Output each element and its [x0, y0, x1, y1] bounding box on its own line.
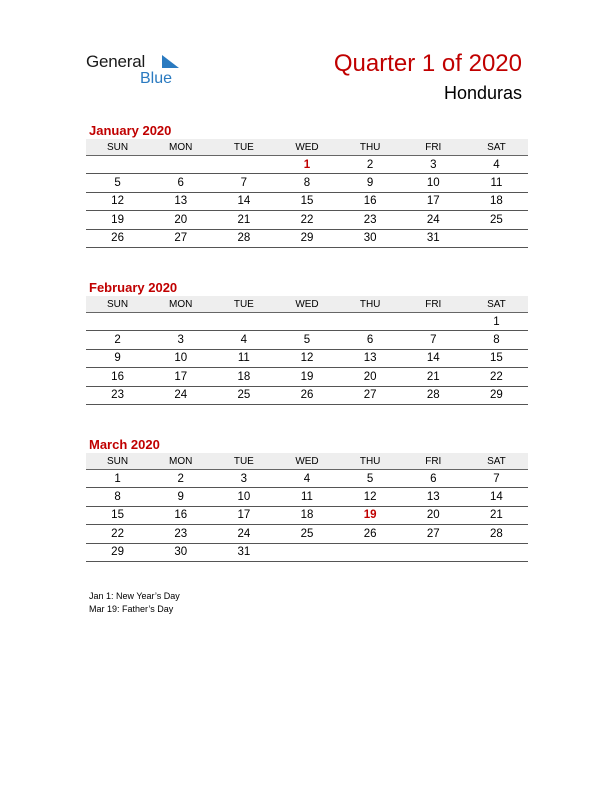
day-cell: 19: [275, 368, 338, 386]
country-name: Honduras: [443, 83, 522, 103]
day-cell: 13: [339, 349, 402, 367]
weekday-header-row: [86, 139, 528, 156]
day-cell: 8: [275, 174, 338, 192]
day-cell: 23: [86, 386, 149, 404]
weekday-header: SUN: [86, 453, 149, 470]
day-cell: 25: [212, 386, 275, 404]
day-cell: 19: [86, 211, 149, 229]
calendar-grid: [86, 453, 528, 562]
empty-day-cell: [212, 156, 275, 174]
day-cell: 27: [339, 386, 402, 404]
weekday-header: TUE: [212, 296, 275, 313]
weekday-header: SAT: [465, 453, 528, 470]
weekday-header: SUN: [86, 296, 149, 313]
holiday-notes: [89, 590, 180, 615]
day-cell: 18: [275, 506, 338, 524]
month-title: February 2020: [89, 280, 178, 295]
week-row: [86, 488, 528, 506]
day-cell: 24: [402, 211, 465, 229]
day-cell: 14: [402, 349, 465, 367]
day-cell: 5: [275, 331, 338, 349]
holiday-day-cell: 1: [275, 156, 338, 174]
weekday-header: THU: [339, 139, 402, 156]
week-row: [86, 349, 528, 367]
day-cell: 2: [149, 470, 212, 488]
weekday-header: TUE: [212, 139, 275, 156]
day-cell: 3: [212, 470, 275, 488]
day-cell: 6: [339, 331, 402, 349]
day-cell: 22: [86, 525, 149, 543]
day-cell: 10: [402, 174, 465, 192]
day-cell: 1: [465, 313, 528, 331]
day-cell: 18: [212, 368, 275, 386]
day-cell: 25: [465, 211, 528, 229]
day-cell: 9: [149, 488, 212, 506]
week-row: [86, 368, 528, 386]
day-cell: 2: [339, 156, 402, 174]
day-cell: 9: [339, 174, 402, 192]
day-cell: 16: [339, 192, 402, 210]
holiday-note: Jan 1: New Year’s Day: [89, 591, 180, 601]
weekday-header: MON: [149, 139, 212, 156]
weekday-header: WED: [275, 296, 338, 313]
day-cell: 23: [339, 211, 402, 229]
empty-day-cell: [86, 156, 149, 174]
day-cell: 8: [465, 331, 528, 349]
general-blue-logo: [86, 52, 196, 92]
day-cell: 15: [465, 349, 528, 367]
weekday-header: THU: [339, 453, 402, 470]
day-cell: 4: [465, 156, 528, 174]
day-cell: 16: [149, 506, 212, 524]
day-cell: 4: [212, 331, 275, 349]
empty-day-cell: [275, 543, 338, 561]
month-title: March 2020: [89, 437, 160, 452]
day-cell: 9: [86, 349, 149, 367]
day-cell: 13: [402, 488, 465, 506]
week-row: [86, 211, 528, 229]
weekday-header: FRI: [402, 139, 465, 156]
week-row: [86, 156, 528, 174]
weekday-header-row: [86, 453, 528, 470]
day-cell: 20: [402, 506, 465, 524]
day-cell: 2: [86, 331, 149, 349]
day-cell: 6: [402, 470, 465, 488]
day-cell: 21: [402, 368, 465, 386]
weekday-header: THU: [339, 296, 402, 313]
weekday-header: WED: [275, 453, 338, 470]
week-row: [86, 331, 528, 349]
month-february: [86, 279, 528, 405]
week-row: [86, 386, 528, 404]
month-march: [86, 436, 528, 562]
day-cell: 17: [212, 506, 275, 524]
day-cell: 28: [402, 386, 465, 404]
day-cell: 22: [275, 211, 338, 229]
day-cell: 7: [402, 331, 465, 349]
empty-day-cell: [149, 313, 212, 331]
day-cell: 30: [339, 229, 402, 247]
day-cell: 12: [275, 349, 338, 367]
logo-blue-text: Blue: [140, 70, 173, 87]
weekday-header: FRI: [402, 453, 465, 470]
day-cell: 5: [339, 470, 402, 488]
holiday-day-cell: 19: [339, 506, 402, 524]
day-cell: 24: [212, 525, 275, 543]
day-cell: 24: [149, 386, 212, 404]
flag-icon: [162, 55, 179, 68]
week-row: [86, 525, 528, 543]
empty-day-cell: [275, 313, 338, 331]
day-cell: 26: [275, 386, 338, 404]
day-cell: 12: [339, 488, 402, 506]
week-row: [86, 229, 528, 247]
empty-day-cell: [402, 313, 465, 331]
empty-day-cell: [212, 313, 275, 331]
day-cell: 26: [339, 525, 402, 543]
day-cell: 10: [212, 488, 275, 506]
week-row: [86, 543, 528, 561]
empty-day-cell: [339, 543, 402, 561]
weekday-header: MON: [149, 296, 212, 313]
day-cell: 6: [149, 174, 212, 192]
day-cell: 1: [86, 470, 149, 488]
day-cell: 11: [275, 488, 338, 506]
day-cell: 14: [212, 192, 275, 210]
day-cell: 3: [402, 156, 465, 174]
month-january: [86, 122, 528, 248]
empty-day-cell: [465, 543, 528, 561]
week-row: [86, 313, 528, 331]
day-cell: 15: [86, 506, 149, 524]
day-cell: 21: [465, 506, 528, 524]
day-cell: 21: [212, 211, 275, 229]
day-cell: 7: [465, 470, 528, 488]
logo-general-text: General: [86, 52, 146, 71]
empty-day-cell: [86, 313, 149, 331]
day-cell: 10: [149, 349, 212, 367]
day-cell: 30: [149, 543, 212, 561]
day-cell: 17: [402, 192, 465, 210]
day-cell: 25: [275, 525, 338, 543]
day-cell: 15: [275, 192, 338, 210]
day-cell: 5: [86, 174, 149, 192]
calendar-grid: [86, 296, 528, 405]
day-cell: 22: [465, 368, 528, 386]
weekday-header: SAT: [465, 296, 528, 313]
empty-day-cell: [149, 156, 212, 174]
day-cell: 14: [465, 488, 528, 506]
day-cell: 28: [465, 525, 528, 543]
calendar-grid: [86, 139, 528, 248]
weekday-header: WED: [275, 139, 338, 156]
day-cell: 27: [149, 229, 212, 247]
empty-day-cell: [339, 313, 402, 331]
weekday-header: SUN: [86, 139, 149, 156]
day-cell: 16: [86, 368, 149, 386]
day-cell: 28: [212, 229, 275, 247]
day-cell: 27: [402, 525, 465, 543]
day-cell: 26: [86, 229, 149, 247]
day-cell: 13: [149, 192, 212, 210]
week-row: [86, 470, 528, 488]
week-row: [86, 192, 528, 210]
day-cell: 8: [86, 488, 149, 506]
weekday-header: MON: [149, 453, 212, 470]
empty-day-cell: [465, 229, 528, 247]
day-cell: 20: [339, 368, 402, 386]
day-cell: 18: [465, 192, 528, 210]
day-cell: 31: [402, 229, 465, 247]
weekday-header: TUE: [212, 453, 275, 470]
week-row: [86, 174, 528, 192]
day-cell: 31: [212, 543, 275, 561]
day-cell: 12: [86, 192, 149, 210]
weekday-header-row: [86, 296, 528, 313]
day-cell: 4: [275, 470, 338, 488]
week-row: [86, 506, 528, 524]
day-cell: 29: [86, 543, 149, 561]
page-title: Quarter 1 of 2020: [333, 50, 522, 77]
holiday-note: Mar 19: Father’s Day: [89, 603, 174, 614]
day-cell: 29: [275, 229, 338, 247]
day-cell: 23: [149, 525, 212, 543]
day-cell: 17: [149, 368, 212, 386]
weekday-header: FRI: [402, 296, 465, 313]
empty-day-cell: [402, 543, 465, 561]
day-cell: 11: [465, 174, 528, 192]
day-cell: 29: [465, 386, 528, 404]
day-cell: 20: [149, 211, 212, 229]
month-title: January 2020: [89, 123, 172, 138]
day-cell: 7: [212, 174, 275, 192]
day-cell: 3: [149, 331, 212, 349]
weekday-header: SAT: [465, 139, 528, 156]
day-cell: 11: [212, 349, 275, 367]
